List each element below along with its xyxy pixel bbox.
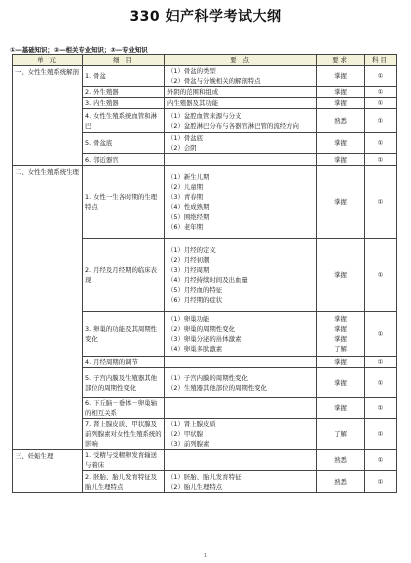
point-line: （2）卵巢的周期性变化 <box>167 325 235 333</box>
requirement-value: 了解 <box>334 430 347 438</box>
points-cell <box>165 133 317 154</box>
item-cell: 1. 骨盆 <box>83 66 165 87</box>
point-line: （2）月经初潮 <box>167 256 210 264</box>
points-cell <box>165 312 317 357</box>
point-line: （2）盆腔淋巴分布与各器官淋巴管的流经方向 <box>167 121 299 130</box>
table-row <box>13 450 397 471</box>
point-line: （4）卵巢多肽激素 <box>167 345 223 353</box>
points-cell <box>165 166 317 239</box>
level-cell: ① <box>365 419 397 450</box>
point-line: （1）肾上腺皮质 <box>167 420 216 428</box>
item-cell: 1. 女性一生各时期的生理特点 <box>83 166 165 239</box>
point-line: （2）甲状腺 <box>167 430 204 438</box>
table-body <box>13 66 397 493</box>
points-cell <box>165 98 317 109</box>
table-row <box>13 66 397 87</box>
page-title: 330 妇产科学考试大纲 <box>129 9 282 25</box>
item-cell: 4. 女性生殖系统血管和淋巴 <box>83 109 165 133</box>
item-cell: 6. 下丘脑－垂体－卵巢轴的相互关系 <box>83 398 165 419</box>
requirement-cell <box>317 166 365 239</box>
requirement-value: 掌握 <box>334 155 347 164</box>
level-cell: ① <box>365 398 397 419</box>
header-points: 要 点 <box>165 55 317 66</box>
level-cell: ① <box>365 87 397 98</box>
requirement-value: 掌握 <box>334 99 347 107</box>
requirement-value: 掌握 <box>334 335 347 343</box>
points-cell <box>165 471 317 493</box>
point-line: （1）月经的定义 <box>167 246 216 254</box>
point-line: （6）月经期的症状 <box>167 296 223 304</box>
legend-text: ①—基础知识；②—相关专业知识；③—专业知识 <box>10 46 148 54</box>
requirement-cell <box>317 471 365 493</box>
point-line: （1）子宫内膜的周期性变化 <box>167 373 248 382</box>
requirement-value: 熟悉 <box>334 456 347 464</box>
item-cell: 7. 肾上腺皮质、甲状腺及前列腺素对女性生殖系统的影响 <box>83 419 165 450</box>
points-cell <box>165 154 317 166</box>
level-cell: ① <box>365 450 397 471</box>
requirement-value: 掌握 <box>334 404 347 412</box>
level-cell: ① <box>365 471 397 493</box>
level-cell: ① <box>365 66 397 87</box>
header-level: 科目 <box>365 55 397 66</box>
table-row <box>13 166 397 239</box>
point-line: （1）骨盆底 <box>167 134 204 142</box>
level-cell: ① <box>365 357 397 368</box>
point-line: （3）前列腺素 <box>167 440 210 448</box>
level-cell: ① <box>365 239 397 312</box>
requirement-value: 掌握 <box>334 325 347 333</box>
point-line: （3）月经周期 <box>167 266 210 274</box>
requirement-cell <box>317 239 365 312</box>
unit-cell: 一、女性生殖系统解剖 <box>13 66 83 166</box>
item-cell: 6. 邻近器官 <box>83 154 165 166</box>
level-cell: ① <box>365 98 397 109</box>
requirement-value: 掌握 <box>334 72 347 80</box>
requirement-value: 掌握 <box>334 139 347 147</box>
point-line: （2）生殖器其他部位的周期性变化 <box>167 383 267 392</box>
point-line: （3）卵巢分泌的甾体激素 <box>167 335 242 343</box>
requirement-value: 掌握 <box>334 271 347 279</box>
point-line: （5）围绝经期 <box>167 213 210 221</box>
point-line: （1）新生儿期 <box>167 173 210 181</box>
requirement-cell <box>317 450 365 471</box>
point-line: 外阴的范围和组成 <box>167 88 219 96</box>
requirement-value: 熟悉 <box>334 116 347 125</box>
requirement-cell <box>317 133 365 154</box>
requirement-value: 了解 <box>334 345 347 353</box>
unit-cell: 二、女性生殖系统生理 <box>13 166 83 450</box>
requirement-cell <box>317 419 365 450</box>
level-cell: ① <box>365 154 397 166</box>
point-line: 内生殖器及其功能 <box>167 99 219 107</box>
requirement-value: 掌握 <box>334 198 347 206</box>
page-number: 1 <box>203 553 208 559</box>
points-cell <box>165 419 317 450</box>
item-cell: 3. 卵巢的功能及其周期性变化 <box>83 312 165 357</box>
requirement-value: 掌握 <box>334 358 347 366</box>
points-cell <box>165 239 317 312</box>
level-cell: ① <box>365 368 397 398</box>
requirement-cell <box>317 312 365 357</box>
point-line: （3）青春期 <box>167 193 204 201</box>
point-line: （2）会阴 <box>167 144 197 152</box>
syllabus-table <box>12 54 397 493</box>
requirement-cell <box>317 357 365 368</box>
requirement-value: 掌握 <box>334 378 347 387</box>
header-item: 细 目 <box>83 55 165 66</box>
header-unit: 单 元 <box>13 55 83 66</box>
level-cell: ① <box>365 312 397 357</box>
requirement-value: 熟悉 <box>334 477 347 486</box>
requirement-cell <box>317 87 365 98</box>
point-line: （4）性成熟期 <box>167 203 210 211</box>
item-cell: 5. 子宫内膜及生殖器其他部位的周期性变化 <box>83 368 165 398</box>
item-cell: 2. 外生殖器 <box>83 87 165 98</box>
table-header-row <box>13 55 397 66</box>
item-cell: 5. 骨盆底 <box>83 133 165 154</box>
requirement-cell <box>317 368 365 398</box>
requirement-value: 掌握 <box>334 315 347 323</box>
header-requirement: 要求 <box>317 55 365 66</box>
point-line: （2）骨盆与分娩相关的解剖特点 <box>167 77 261 85</box>
item-cell: 2. 月经及月经期的临床表现 <box>83 239 165 312</box>
requirement-cell <box>317 98 365 109</box>
points-cell <box>165 450 317 471</box>
points-cell <box>165 398 317 419</box>
requirement-value: 掌握 <box>334 88 347 96</box>
points-cell <box>165 368 317 398</box>
point-line: （1）卵巢功能 <box>167 315 210 323</box>
points-cell <box>165 109 317 133</box>
requirement-cell <box>317 154 365 166</box>
point-line: （6）老年期 <box>167 223 204 231</box>
points-cell <box>165 87 317 98</box>
point-line: （4）月经持续时间及出血量 <box>167 276 248 284</box>
item-cell: 4. 月经周期的调节 <box>83 357 165 368</box>
points-cell <box>165 357 317 368</box>
requirement-cell <box>317 66 365 87</box>
level-cell: ① <box>365 133 397 154</box>
item-cell: 2. 胚胎、胎儿发育特征及胎儿生理特点 <box>83 471 165 493</box>
level-cell: ① <box>365 109 397 133</box>
item-cell: 3. 内生殖器 <box>83 98 165 109</box>
unit-cell: 三、妊娠生理 <box>13 450 83 493</box>
requirement-cell <box>317 398 365 419</box>
requirement-cell <box>317 109 365 133</box>
point-line: （1）盆腔血管来源与分支 <box>167 111 242 120</box>
points-cell <box>165 66 317 87</box>
point-line: （2）胎儿生理特点 <box>167 482 223 491</box>
point-line: （1）骨盆的类型 <box>167 67 216 75</box>
point-line: （2）儿童期 <box>167 183 204 191</box>
point-line: （5）月经血的特征 <box>167 286 223 294</box>
item-cell: 1. 受精与受精卵发育输送与着床 <box>83 450 165 471</box>
point-line: （1）胚胎、胎儿发育特征 <box>167 472 242 481</box>
level-cell: ① <box>365 166 397 239</box>
